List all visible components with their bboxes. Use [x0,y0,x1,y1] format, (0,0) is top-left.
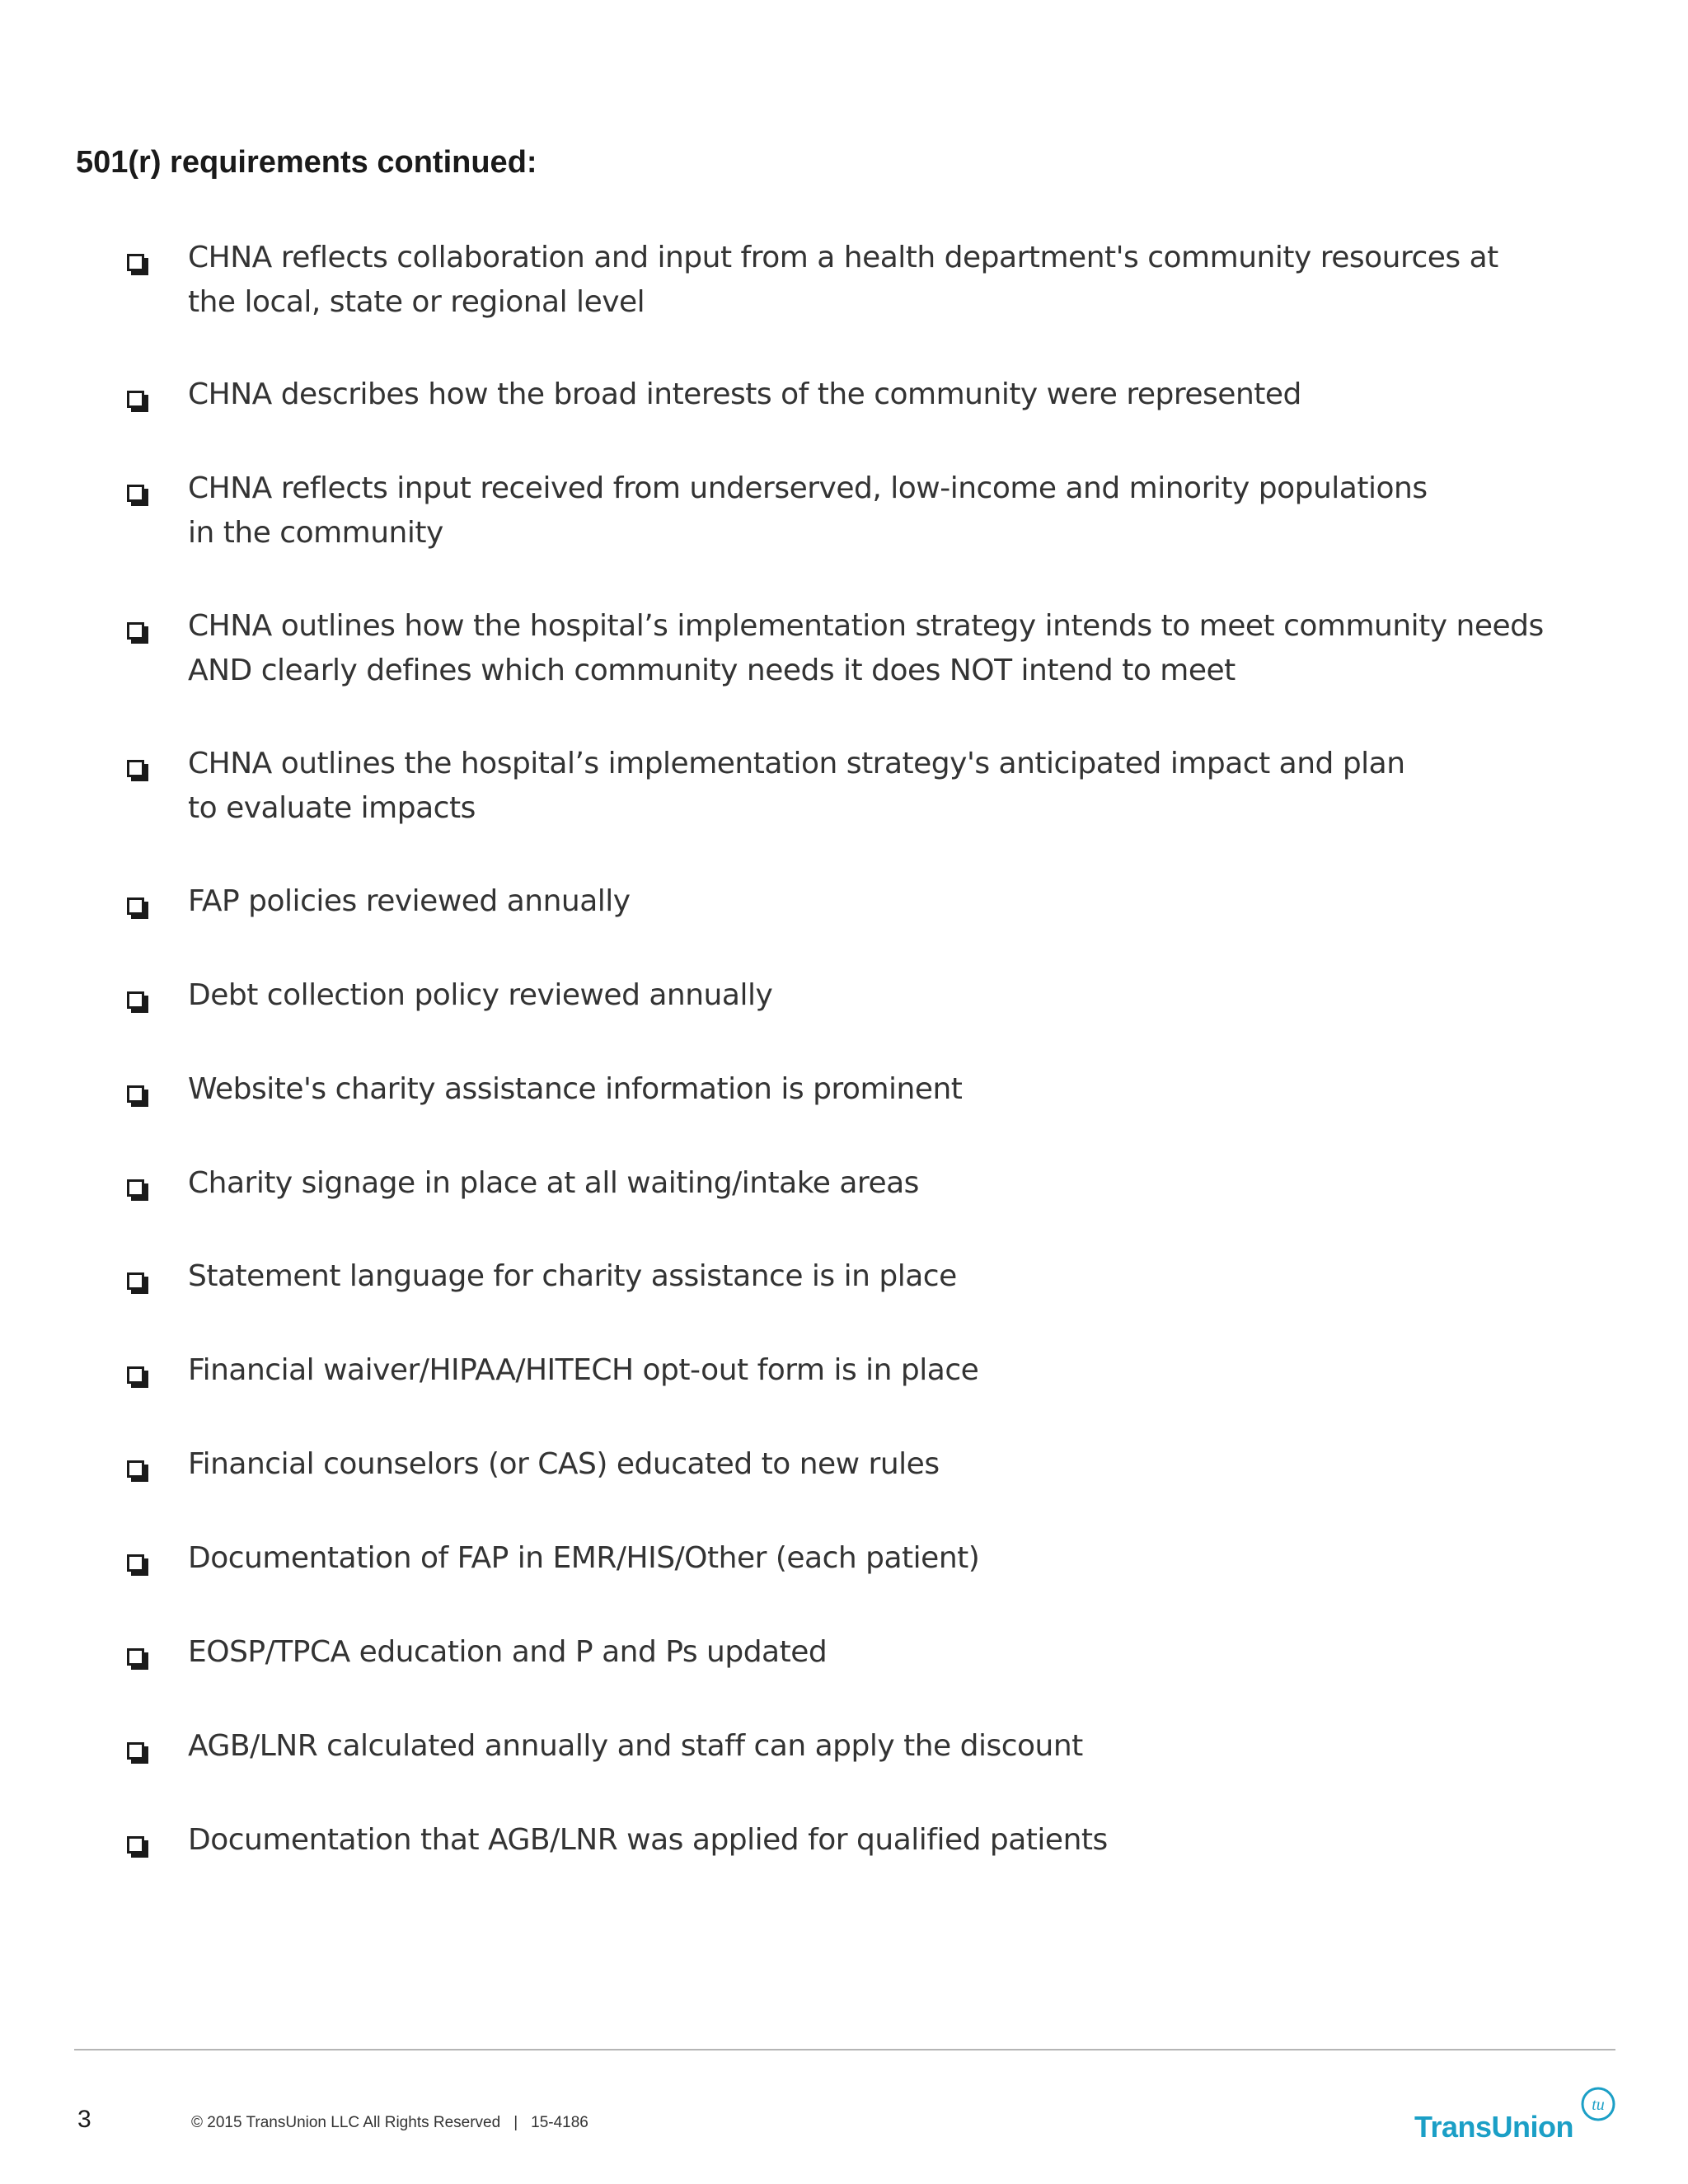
footer-separator: | [513,2114,518,2131]
checkbox-icon[interactable] [127,1554,144,1572]
checklist-item-text: Documentation of FAP in EMR/HIS/Other (each patient) [188,1541,980,1575]
checkbox-icon[interactable] [127,760,144,777]
checkbox-icon[interactable] [127,1836,144,1854]
checklist-item-text: CHNA outlines the hospital’s implementation strategy's anticipated impact and plan to evaluate impacts [188,747,1405,825]
checklist-item-text: CHNA outlines how the hospital’s implementation strategy intends to meet community needs AND clearly defines which community needs it does NOT intend to meet [188,609,1544,687]
copyright-line [191,2114,588,2132]
checkbox-icon[interactable] [127,991,144,1009]
checklist-item-text: Financial counselors (or CAS) educated to new rules [188,1447,940,1481]
checkbox-icon[interactable] [127,1648,144,1666]
checklist-item-text: Documentation that AGB/LNR was applied for qualified patients [188,1823,1108,1857]
checklist-item-text: Debt collection policy reviewed annually [188,978,773,1012]
checkbox-icon[interactable] [127,1366,144,1384]
tu-circle-icon [1579,2085,1617,2123]
checkbox-icon[interactable] [127,1460,144,1478]
checklist-item-text: Website's charity assistance information is prominent [188,1072,963,1106]
footer-divider [74,2049,1615,2050]
checkbox-icon[interactable] [127,1085,144,1103]
checklist-item-text: Charity signage in place at all waiting/intake areas [188,1166,919,1200]
checkbox-icon[interactable] [127,898,144,915]
transunion-logo [1414,2085,1620,2143]
page-number: 3 [77,2106,91,2133]
checkbox-icon[interactable] [127,1742,144,1760]
checklist-item-text: Financial waiver/HIPAA/HITECH opt-out form is in place [188,1353,979,1387]
checklist-item-text: AGB/LNR calculated annually and staff can apply the discount [188,1729,1083,1763]
checkbox-icon[interactable] [127,254,144,271]
logo-wordmark: TransUnion [1414,2110,1574,2144]
checklist-item-text: CHNA reflects collaboration and input from a health department's community resources at the local, state or regional level [188,241,1498,319]
checklist-item-text: Statement language for charity assistance is in place [188,1259,957,1293]
checklist-item-text: CHNA describes how the broad interests of the community were represented [188,377,1301,411]
checkbox-icon[interactable] [127,1272,144,1290]
checkbox-icon[interactable] [127,622,144,640]
checklist-item-text: FAP policies reviewed annually [188,884,631,918]
checkbox-icon[interactable] [127,391,144,408]
document-code: 15-4186 [531,2114,588,2131]
copyright-text: © 2015 TransUnion LLC All Rights Reserved [191,2114,501,2131]
checklist-item-text: EOSP/TPCA education and P and Ps updated [188,1635,828,1669]
logo-mark-text: tu [1592,2096,1605,2114]
checkbox-icon[interactable] [127,485,144,502]
checkbox-icon[interactable] [127,1179,144,1197]
page-heading: 501(r) requirements continued: [76,145,537,180]
checklist-item-text: CHNA reflects input received from underserved, low-income and minority populations in the community [188,471,1428,550]
